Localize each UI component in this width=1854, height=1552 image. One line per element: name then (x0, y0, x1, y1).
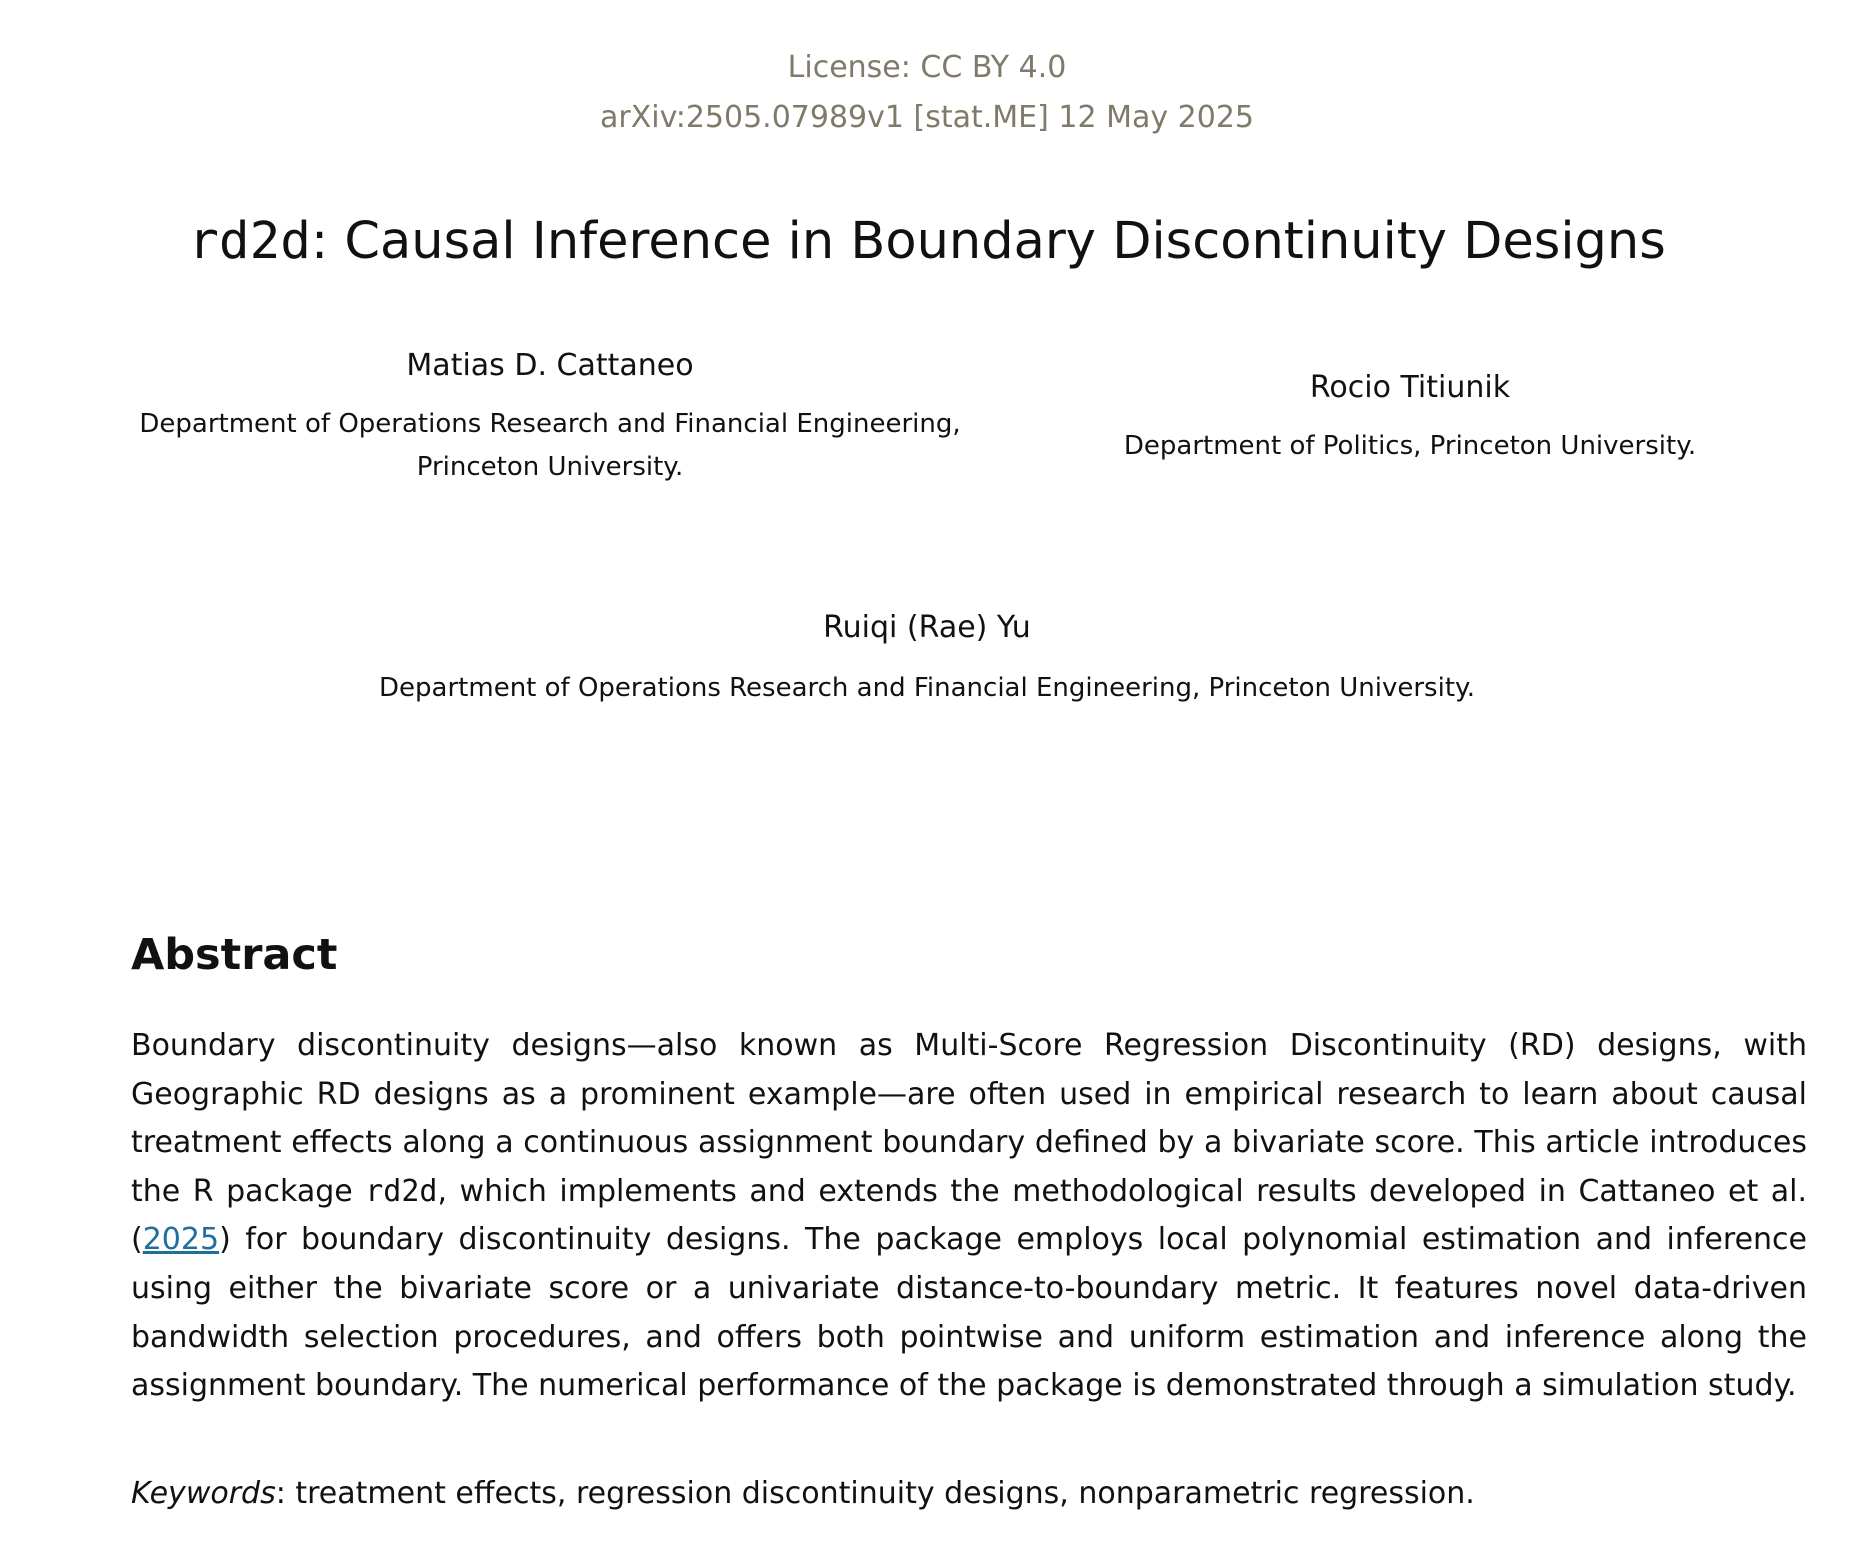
abstract-text-part: ) for boundary discontinuity designs. The package employs local polynomial estimation and inference using either the bivariate score or a univariate distance-to-boundary metric. It features novel data-driven bandwidth selection procedures, and offers both pointwise and uniform estimation and inference along the assignment boundary. The numerical performance of the package is demonstrated through a simulation study. (131, 1222, 1807, 1404)
author-name: Matias D. Cattaneo (406, 348, 694, 383)
author-affiliation: Department of Operations Research and Financial Engineering, Princeton University. (379, 673, 1475, 703)
abstract-text (131, 1022, 1807, 1411)
keywords (131, 1476, 1475, 1511)
affiliation-line: Princeton University. (416, 452, 684, 482)
author-affiliation (120, 403, 980, 489)
paper-title (0, 212, 1854, 271)
affiliation-line: Department of Operations Research and Financial Engineering, (139, 409, 961, 439)
abstract-text-part: package (213, 1173, 366, 1209)
citation-link[interactable]: 2025 (142, 1222, 220, 1258)
keywords-label: Keywords (131, 1476, 276, 1511)
author-name: Rocio Titiunik (1309, 370, 1511, 405)
author-name: Ruiqi (Rae) Yu (823, 610, 1031, 645)
title-text: : Causal Inference in Boundary Discontinuity Designs (311, 212, 1666, 271)
package-name: rd2d (365, 1173, 438, 1209)
language-name: R (192, 1173, 214, 1209)
abstract-text-part: Boundary discontinuity designs—also known as Multi-Score Regression Discontinuity (RD) designs, with Geographic RD designs as a prominent example—are often used in empirical research to learn about causal treatment effects along a continuous assignment boundary defined by a bivariate score. This article introduces the (131, 1028, 1807, 1209)
license-label[interactable]: License: CC BY 4.0 (787, 50, 1067, 85)
abstract-heading: Abstract (131, 930, 338, 980)
author-block (120, 348, 980, 489)
abstract-text-part: , which implements and extends the methodological results developed in Cattaneo et al. ( (131, 1173, 1807, 1258)
arxiv-identifier: arXiv:2505.07989v1 [stat.ME] 12 May 2025 (600, 100, 1254, 135)
author-block (1060, 370, 1760, 468)
keywords-list: : treatment effects, regression discontinuity designs, nonparametric regression. (275, 1476, 1475, 1511)
author-block (0, 610, 1854, 710)
title-package-name: rd2d (188, 212, 312, 271)
author-affiliation: Department of Politics, Princeton University. (1123, 431, 1697, 461)
